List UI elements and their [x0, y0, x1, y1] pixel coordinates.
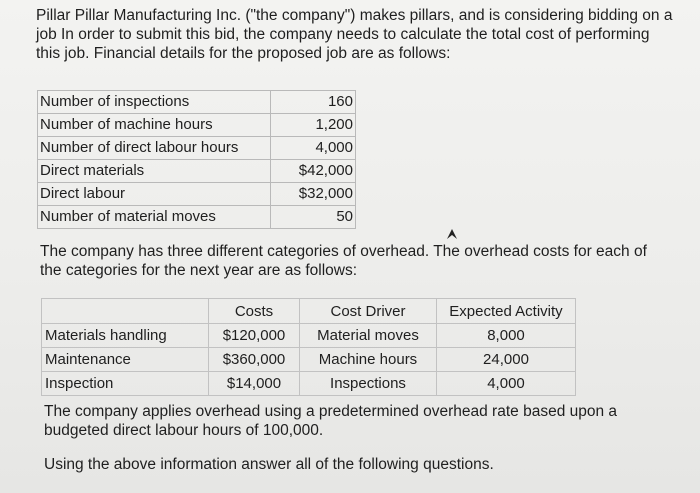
job-detail-value: 50	[271, 206, 356, 229]
table-cell: Materials handling	[42, 324, 209, 348]
table-cell: 8,000	[437, 324, 576, 348]
table-cell: Material moves	[300, 324, 437, 348]
job-detail-label: Number of inspections	[38, 91, 271, 114]
job-detail-label: Number of material moves	[38, 206, 271, 229]
job-detail-value: 1,200	[271, 114, 356, 137]
table-row	[38, 114, 356, 137]
job-detail-value: 4,000	[271, 137, 356, 160]
table-cell: Maintenance	[42, 348, 209, 372]
job-details-table	[37, 90, 356, 229]
table-row	[42, 348, 576, 372]
job-detail-label: Direct materials	[38, 160, 271, 183]
table-cell: 24,000	[437, 348, 576, 372]
overhead-intro-paragraph: The company has three different categories of overhead. The overhead costs for each of the categories for the next year are as follows:	[40, 243, 647, 279]
table-cell: $360,000	[209, 348, 300, 372]
mouse-pointer-icon	[446, 228, 458, 240]
table-cell: Machine hours	[300, 348, 437, 372]
job-detail-label: Number of machine hours	[38, 114, 271, 137]
table-row	[38, 91, 356, 114]
table-row	[42, 372, 576, 396]
table-cell: Inspection	[42, 372, 209, 396]
job-detail-label: Direct labour	[38, 183, 271, 206]
table-header-cell	[42, 299, 209, 324]
table-header-cell: Expected Activity	[437, 299, 576, 324]
instruction-paragraph: Using the above information answer all of the following questions.	[44, 456, 494, 473]
table-header-cell: Cost Driver	[300, 299, 437, 324]
table-row	[38, 206, 356, 229]
table-cell: $14,000	[209, 372, 300, 396]
table-row	[38, 183, 356, 206]
job-detail-value: $32,000	[271, 183, 356, 206]
table-header-cell: Costs	[209, 299, 300, 324]
table-cell: Inspections	[300, 372, 437, 396]
job-detail-value: $42,000	[271, 160, 356, 183]
table-row	[38, 160, 356, 183]
overhead-table	[41, 298, 576, 396]
table-row	[42, 324, 576, 348]
table-header-row	[42, 299, 576, 324]
rate-note-paragraph: The company applies overhead using a predetermined overhead rate based upon a budgeted direct labour hours of 100,000.	[44, 403, 618, 439]
job-detail-label: Number of direct labour hours	[38, 137, 271, 160]
table-cell: $120,000	[209, 324, 300, 348]
table-row	[38, 137, 356, 160]
job-detail-value: 160	[271, 91, 356, 114]
table-cell: 4,000	[437, 372, 576, 396]
intro-paragraph: Pillar Pillar Manufacturing Inc. ("the company") makes pillars, and is considering bidding on a job In order to submit this bid, the company needs to calculate the total cost of performing this job. Financial details for the proposed job are as follows:	[36, 7, 673, 62]
